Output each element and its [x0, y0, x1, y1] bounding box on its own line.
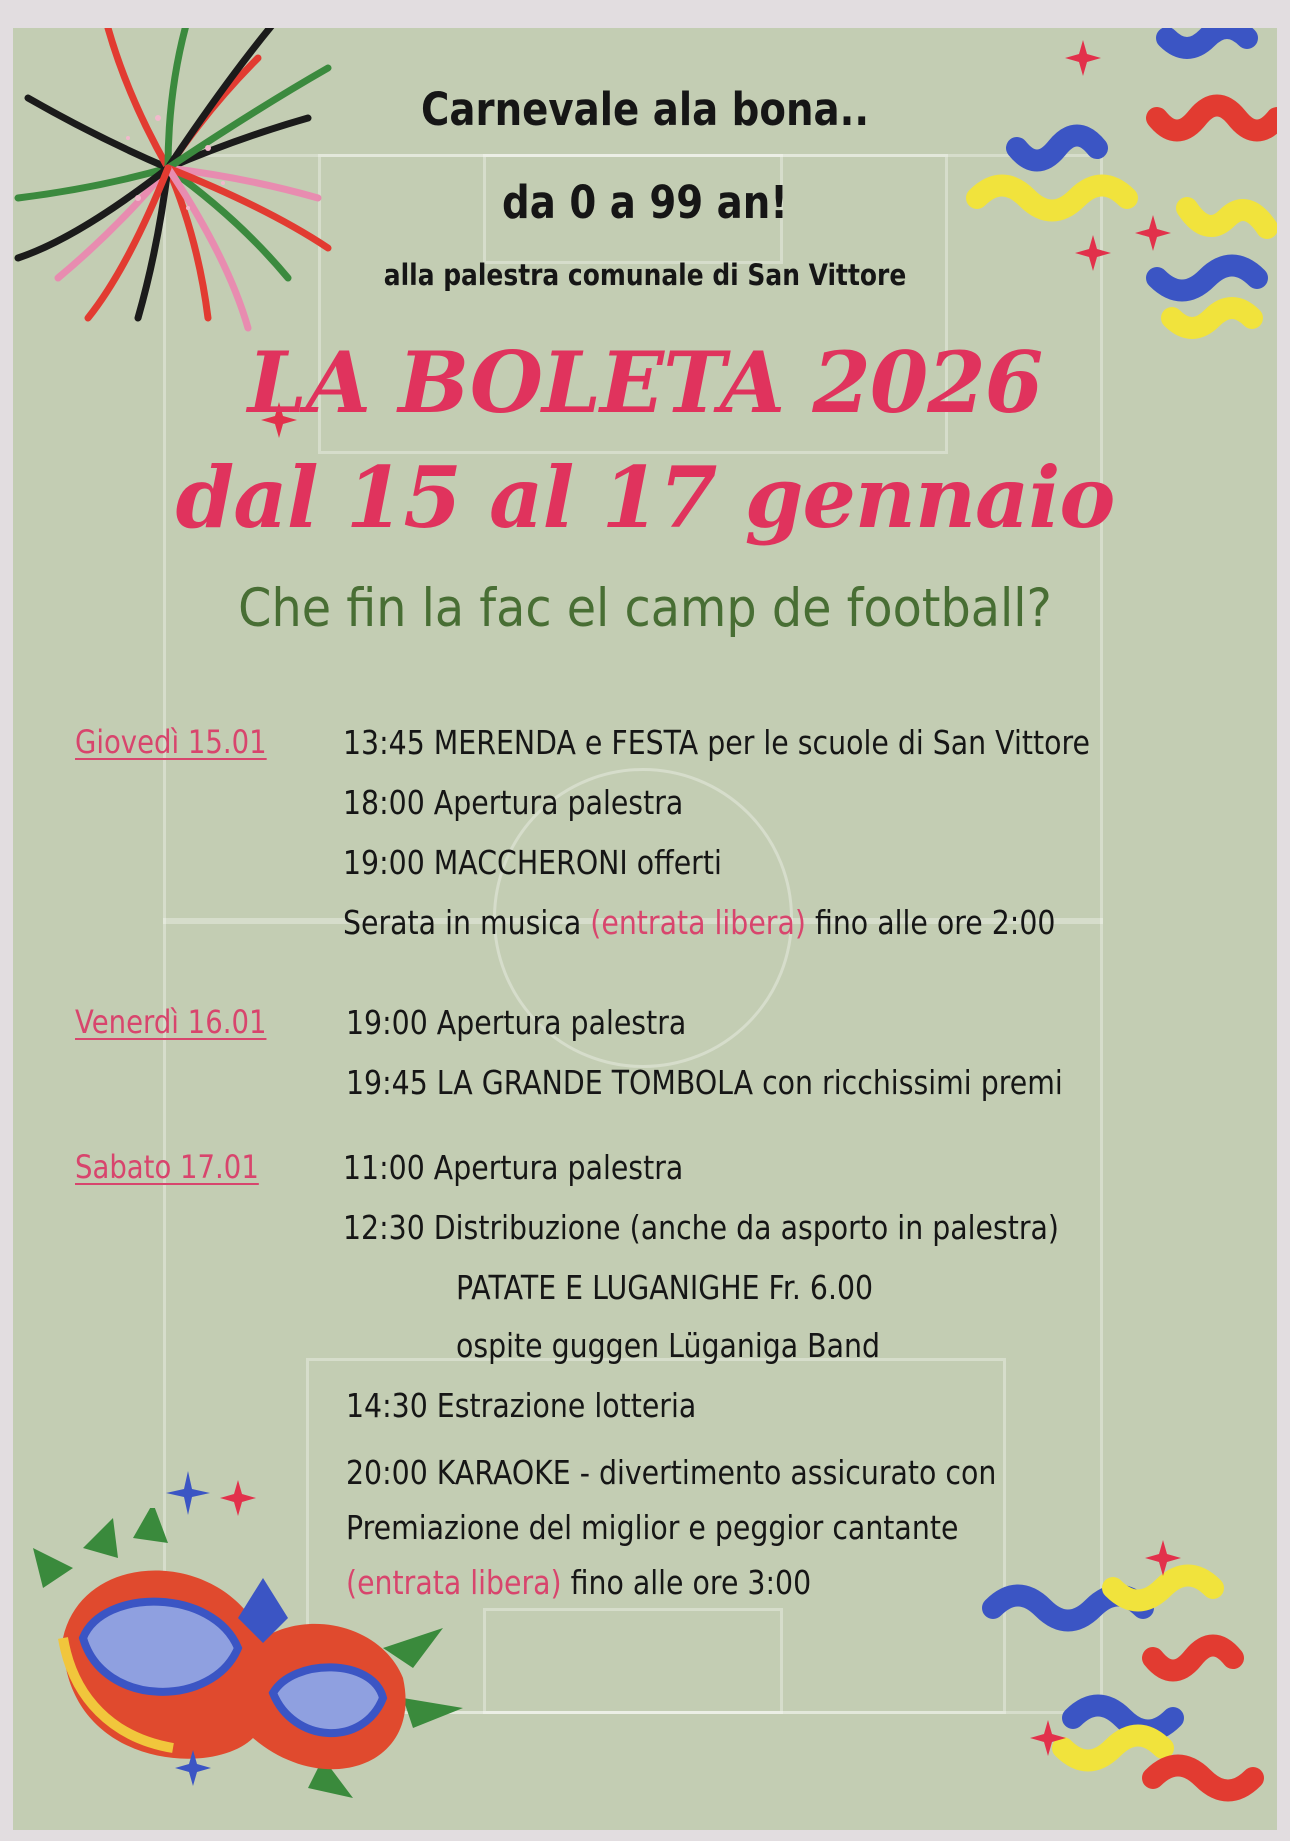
schedule-text: fino alle ore 3:00 [561, 1563, 812, 1602]
header-line-2: da 0 a 99 an! [502, 176, 788, 229]
schedule-line: ospite guggen Lüganiga Band [456, 1326, 881, 1365]
schedule-line: 11:00 Apertura palestra [343, 1148, 684, 1187]
day-saturday: Sabato 17.01 [75, 1148, 259, 1186]
day-thursday: Giovedì 15.01 [75, 723, 267, 761]
header-line-1: Carnevale ala bona.. [420, 83, 870, 136]
star-icon [1063, 38, 1103, 78]
schedule-line: Premiazione del miglior e peggior cantante [346, 1508, 959, 1547]
schedule-line [346, 1563, 811, 1602]
schedule-line: 20:00 KARAOKE - divertimento assicurato con [346, 1453, 997, 1492]
star-icon [218, 1478, 258, 1518]
schedule-line: 14:30 Estrazione lotteria [346, 1386, 697, 1425]
free-entry-note: (entrata libera) [590, 903, 806, 942]
star-icon [163, 1468, 213, 1518]
schedule-text: Serata in musica [343, 903, 591, 942]
poster [13, 28, 1277, 1830]
free-entry-note: (entrata libera) [346, 1563, 562, 1602]
question-line: Che fin la fac el camp de football? [238, 578, 1052, 639]
schedule-line: 19:00 Apertura palestra [346, 1003, 687, 1042]
carnival-mask-icon [23, 1508, 483, 1808]
schedule-line: 18:00 Apertura palestra [343, 783, 684, 822]
day-friday: Venerdì 16.01 [75, 1003, 267, 1041]
header-location: alla palestra comunale di San Vittore [383, 258, 907, 292]
headline-dates: dal 15 al 17 gennaio [175, 448, 1115, 547]
star-icon [173, 1748, 213, 1788]
schedule-text: fino alle ore 2:00 [805, 903, 1056, 942]
schedule-line: PATATE E LUGANIGHE Fr. 6.00 [456, 1268, 874, 1307]
star-icon [1028, 1718, 1068, 1758]
schedule-line: 13:45 MERENDA e FESTA per le scuole di San Vittore [343, 723, 1090, 762]
schedule-line: 12:30 Distribuzione (anche da asporto in palestra) [343, 1208, 1060, 1247]
field-goal-area-bottom [483, 1608, 783, 1714]
streamers-icon [973, 1528, 1277, 1830]
headline-title: LA BOLETA 2026 [247, 333, 1043, 432]
star-icon [1143, 1538, 1183, 1578]
schedule-line [343, 903, 1055, 942]
schedule-line: 19:00 MACCHERONI offerti [343, 843, 722, 882]
schedule-line: 19:45 LA GRANDE TOMBOLA con ricchissimi premi [346, 1063, 1063, 1102]
